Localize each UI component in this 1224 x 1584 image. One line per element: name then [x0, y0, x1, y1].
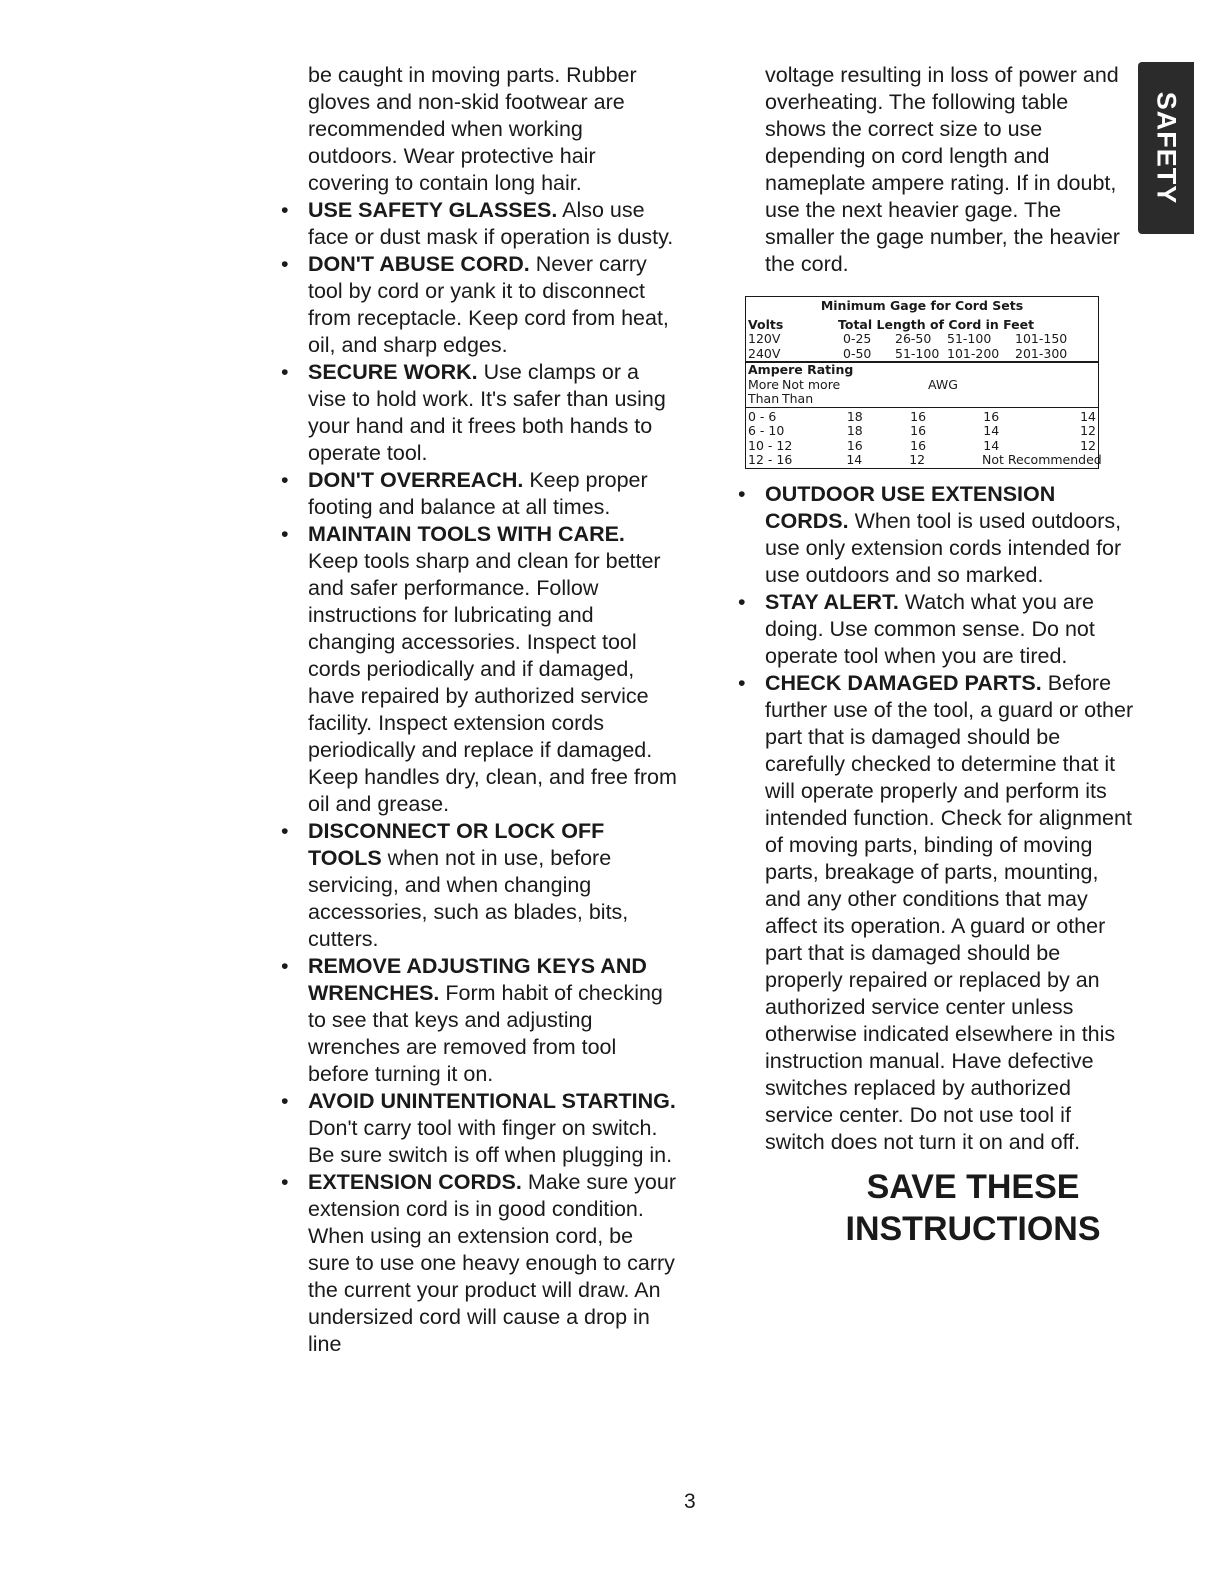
bullet-icon: • [281, 252, 289, 276]
item-text: Also use face or dust mask if operation is dusty. [308, 198, 674, 249]
ampere-subheader [748, 378, 1098, 393]
item-text: When tool is used outdoors, use only extension cords intended for use outdoors and so marked. [765, 508, 1122, 587]
item-heading: MAINTAIN TOOLS WITH CARE. [308, 522, 625, 546]
gage-cell: 16 [846, 437, 863, 453]
bullet-icon: • [738, 481, 746, 506]
right-column [738, 62, 1135, 1250]
bullet-icon: • [281, 954, 289, 978]
than-label: Than [782, 391, 814, 406]
length-cell: 0-25 [843, 331, 872, 346]
length-cell: 51-100 [895, 345, 940, 361]
bullet-icon: • [738, 589, 746, 614]
gage-cell: 14 [846, 452, 863, 467]
item-text: Don't carry tool with finger on switch. Be sure switch is off when plugging in. [308, 1116, 673, 1167]
item-heading: AVOID UNINTENTIONAL STARTING. [308, 1089, 676, 1113]
left-intro-text: be caught in moving parts. Rubber gloves and non-skid footwear are recommended when working outdoors. Wear protective hair covering to contain long hair. [308, 63, 637, 195]
item-text: Form habit of checking to see that keys and adjusting wrenches are removed from tool before turning it on. [308, 981, 663, 1086]
item-text: Keep proper footing and balance at all times. [308, 468, 648, 519]
list-item [738, 481, 1135, 589]
table-body [746, 408, 1102, 468]
item-heading: CHECK DAMAGED PARTS. [765, 670, 1042, 695]
list-item [738, 670, 1135, 1156]
item-heading: SECURE WORK. [308, 360, 478, 384]
bullet-icon: • [738, 670, 746, 695]
range-cell: 10 - 12 [748, 437, 793, 453]
gage-cell: 16 [910, 423, 927, 438]
table-header-row [746, 318, 1098, 333]
length-cell: 26-50 [895, 331, 932, 346]
length-cell: 101-200 [947, 345, 1000, 361]
item-text: Before further use of the tool, a guard or other part that is damaged should be carefully checked to determine that it will operate properly and perform its intended function. Check for alignment of moving parts, binding of moving parts, breakage of parts, mounting, and any other conditions that may affect its operation. A guard or other part that is damaged should be properly repaired or replaced by an authorized service center unless otherwise indicated elsewhere in this instruction manual. Have defective switches replaced by authorized service center. Do not use tool if switch does not turn it on and off. [765, 670, 1134, 1154]
right-intro-text: voltage resulting in loss of power and overheating. The following table shows the correct size to use depending on cord length and nameplate ampere rating. If in doubt, use the next heavier gage. The smaller the gage number, the heavier the cord. [765, 63, 1120, 276]
length-cell: 51-100 [947, 331, 992, 346]
list-item [281, 197, 678, 251]
list-item [281, 1088, 678, 1169]
gage-cell: 14 [983, 423, 1000, 438]
item-text: Never carry tool by cord or yank it to disconnect from receptacle. Keep cord from heat, oil, and sharp edges. [308, 252, 669, 357]
volts-label: Volts [748, 316, 784, 332]
item-heading: OUTDOOR USE EXTENSION CORDS. [765, 481, 1056, 533]
item-text: when not in use, before servicing, and when changing accessories, such as blades, bits, cutters. [308, 846, 629, 951]
gage-cell: 18 [846, 408, 863, 424]
volts-cell: 120V [748, 331, 781, 346]
table-row [748, 410, 1098, 425]
item-text: Use clamps or a vise to hold work. It's safer than using your hand and it frees both hands to operate tool. [308, 360, 666, 465]
list-item [738, 589, 1135, 670]
gage-cell: 16 [983, 408, 1000, 424]
range-cell: 0 - 6 [748, 408, 777, 424]
bullet-icon: • [281, 1170, 289, 1194]
list-item [281, 251, 678, 359]
item-heading: DISCONNECT OR LOCK OFF TOOLS [308, 819, 605, 870]
length-cell: 0-50 [843, 345, 872, 361]
gage-cell: 12 [909, 452, 926, 467]
gage-cell: 12 [1080, 423, 1096, 438]
table-title: Minimum Gage for Cord Sets [820, 298, 1024, 313]
item-heading: EXTENSION CORDS. [308, 1170, 522, 1194]
list-item [281, 818, 678, 953]
gage-cell: 12 [1080, 437, 1096, 453]
ampere-header [746, 362, 1098, 408]
than-label: Than [748, 391, 780, 406]
list-item [281, 467, 678, 521]
item-text: Keep tools sharp and clean for better and safer performance. Follow instructions for lubricating and changing accessories. Inspect tool cords periodically and if damaged, have repaired by authorized service facility. Inspect extension cords periodically and replace if damaged. Keep handles dry, clean, and free from oil and grease. [308, 549, 677, 816]
bullet-icon: • [281, 819, 289, 843]
bullet-icon: • [281, 468, 289, 492]
bullet-icon: • [281, 522, 289, 546]
awg-label: AWG [928, 376, 958, 392]
item-heading: DON'T OVERREACH. [308, 468, 524, 492]
item-heading: DON'T ABUSE CORD. [308, 252, 530, 276]
item-heading: STAY ALERT. [765, 589, 899, 614]
range-cell: 6 - 10 [748, 423, 785, 438]
save-title-line: INSTRUCTIONS [845, 1209, 1101, 1248]
section-tab-label: SAFETY [1151, 91, 1182, 205]
list-item [281, 521, 678, 818]
page-number: 3 [684, 1490, 696, 1513]
list-item [281, 953, 678, 1088]
voltage-row [746, 347, 1098, 363]
save-instructions-title [765, 1166, 1181, 1250]
item-heading: USE SAFETY GLASSES. [308, 198, 558, 222]
not-more-label: Not more [782, 376, 841, 392]
safety-section-tab [1138, 62, 1194, 234]
volts-cell: 240V [748, 345, 781, 361]
voltage-row [746, 332, 1098, 347]
range-cell: 12 - 16 [748, 452, 793, 467]
bullet-icon: • [281, 1089, 289, 1113]
more-than-label: More [748, 376, 779, 392]
table-row [748, 439, 1098, 454]
save-title-line: SAVE THESE [866, 1167, 1080, 1206]
cord-gage-table [745, 296, 1102, 469]
gage-cell: 18 [846, 423, 863, 438]
gage-cell: 14 [983, 437, 1000, 453]
bullet-icon: • [281, 360, 289, 384]
ampere-label: Ampere Rating [748, 362, 854, 377]
gage-cell: 16 [910, 437, 927, 453]
table-row [748, 424, 1098, 439]
length-label: Total Length of Cord in Feet [838, 316, 1035, 332]
item-heading: REMOVE ADJUSTING KEYS AND WRENCHES. [308, 954, 647, 1005]
length-cell: 201-300 [1015, 345, 1068, 361]
left-column [281, 62, 678, 1358]
list-item [281, 1169, 678, 1358]
gage-cell: 14 [1080, 408, 1096, 424]
list-item [281, 359, 678, 467]
gage-cell: 16 [910, 408, 927, 424]
length-cell: 101-150 [1015, 331, 1068, 346]
ampere-subheader [748, 392, 1098, 407]
item-text: Watch what you are doing. Use common sense. Do not operate tool when you are tired. [765, 589, 1095, 668]
bullet-icon: • [281, 198, 289, 222]
item-text: Make sure your extension cord is in good condition. When using an extension cord, be sure to use one heavy enough to carry the current your product will draw. An undersized cord will cause a drop in line [308, 1170, 676, 1356]
not-recommended-cell: Not Recommended [981, 452, 1102, 467]
table-row [748, 452, 1102, 468]
